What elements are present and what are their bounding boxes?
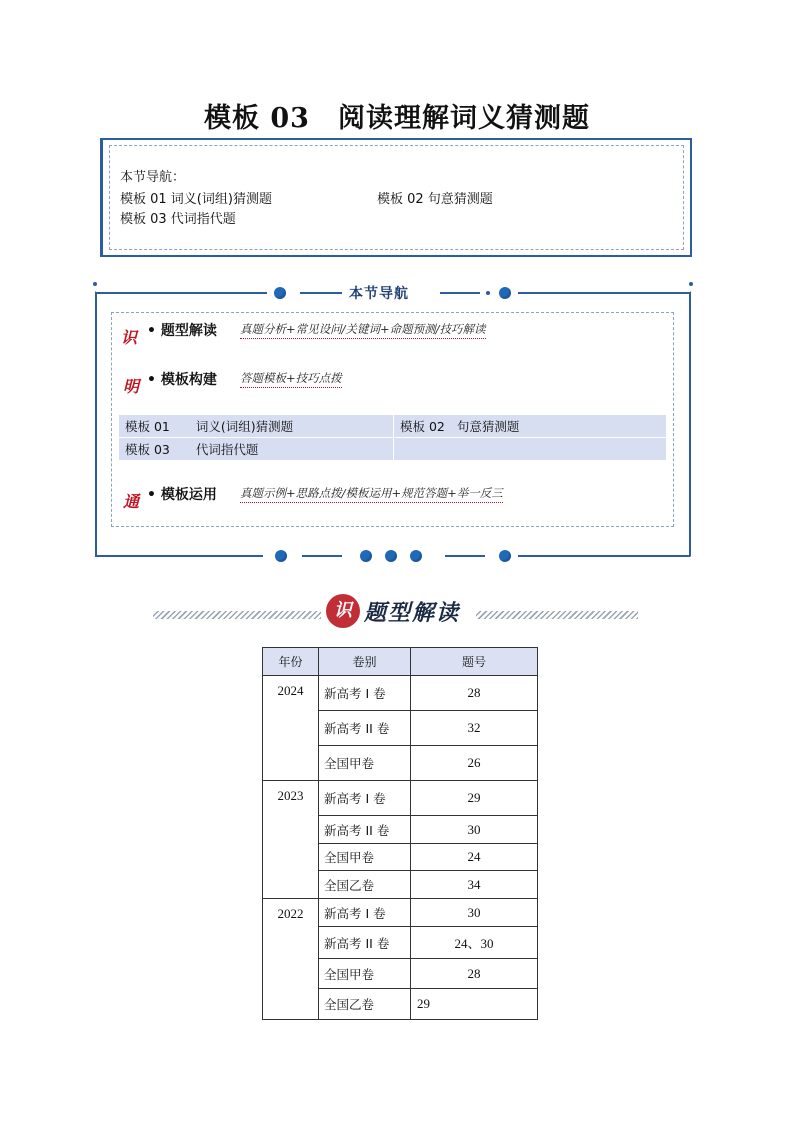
nav-item-template-03[interactable]: 模板 03 代词指代题: [120, 212, 236, 227]
header-paper: 卷别: [319, 648, 411, 676]
number-cell: 34: [411, 871, 538, 899]
top-border-line: [518, 292, 690, 294]
template-num: 模板 03: [125, 442, 170, 457]
template-cell[interactable]: [394, 415, 667, 438]
template-num: 模板 02: [400, 419, 445, 434]
paper-cell: 新高考 I 卷: [319, 676, 411, 711]
number-cell: 30: [411, 899, 538, 927]
decor-dot: [410, 550, 422, 562]
year-cell: 2022: [263, 899, 319, 1020]
bottom-border-line: [518, 555, 690, 557]
section-badge-icon: 识: [326, 594, 360, 628]
number-cell: 24、30: [411, 927, 538, 959]
number-cell: 32: [411, 711, 538, 746]
template-cell[interactable]: [119, 415, 394, 438]
bullet: •: [147, 487, 156, 503]
number-cell: 24: [411, 844, 538, 871]
nav-item-template-01[interactable]: 模板 01 词义(词组)猜测题: [120, 192, 272, 207]
number-cell: 29: [411, 989, 538, 1020]
paper-cell: 新高考 II 卷: [319, 927, 411, 959]
bullet: •: [147, 372, 156, 388]
template-cell-empty: [394, 438, 667, 461]
template-name: 词义(词组)猜测题: [195, 419, 294, 434]
paper-cell: 新高考 I 卷: [319, 899, 411, 927]
year-cell: 2024: [263, 676, 319, 781]
header-line: [440, 292, 480, 294]
decor-dot: [275, 550, 287, 562]
header-year: 年份: [263, 648, 319, 676]
template-cell[interactable]: [119, 438, 394, 461]
bottom-border-line: [302, 555, 342, 557]
nav-heading: 本节导航：: [120, 170, 186, 185]
row-title-text: 题型解读: [160, 323, 217, 339]
bullet: •: [147, 323, 156, 339]
page-title: 模板 03 阅读理解词义猜测题: [204, 103, 590, 134]
framework-header: 本节导航: [349, 286, 409, 302]
side-glyph-ming: 明: [123, 377, 140, 396]
row-title-text: 模板构建: [160, 372, 217, 388]
corner-dot: [93, 282, 97, 286]
paper-cell: 新高考 II 卷: [319, 711, 411, 746]
section-hatch-left: [153, 611, 321, 619]
paper-cell: 全国甲卷: [319, 959, 411, 989]
paper-cell: 全国甲卷: [319, 746, 411, 781]
section-title: 题型解读: [364, 600, 461, 626]
row-title-interpret[interactable]: [147, 320, 217, 340]
side-glyph-shi: 识: [121, 328, 138, 347]
header-number: 题号: [411, 648, 538, 676]
top-border-line: [95, 292, 267, 294]
template-name: 代词指代题: [195, 442, 259, 457]
corner-dot: [689, 282, 693, 286]
template-name: 句意猜测题: [456, 419, 520, 434]
decor-dot-small: [486, 291, 490, 295]
number-cell: 29: [411, 781, 538, 816]
decor-dot: [499, 287, 511, 299]
side-glyph-tong: 通: [123, 492, 140, 511]
row-title-build[interactable]: [147, 369, 217, 389]
exam-table: [262, 647, 538, 1020]
number-cell: 28: [411, 676, 538, 711]
bottom-border-line: [95, 555, 263, 557]
decor-dot: [360, 550, 372, 562]
decor-dot: [274, 287, 286, 299]
section-hatch-right: [476, 611, 638, 619]
bottom-border-line: [445, 555, 485, 557]
paper-cell: 全国乙卷: [319, 989, 411, 1020]
decor-dot: [385, 550, 397, 562]
row-desc-build: 答题模板+技巧点拨: [240, 370, 342, 388]
nav-item-template-02[interactable]: 模板 02 句意猜测题: [377, 192, 493, 207]
paper-cell: 新高考 II 卷: [319, 816, 411, 844]
number-cell: 26: [411, 746, 538, 781]
decor-dot: [499, 550, 511, 562]
row-desc-interpret: 真题分析+常见设问/关键词+命题预测/技巧解读: [240, 321, 486, 339]
row-title-apply[interactable]: [147, 484, 217, 504]
template-table: [118, 414, 667, 461]
year-cell: 2023: [263, 781, 319, 899]
row-desc-apply: 真题示例+思路点拨/模板运用+规范答题+举一反三: [240, 485, 503, 503]
number-cell: 28: [411, 959, 538, 989]
header-line: [300, 292, 342, 294]
paper-cell: 新高考 I 卷: [319, 781, 411, 816]
number-cell: 30: [411, 816, 538, 844]
paper-cell: 全国乙卷: [319, 871, 411, 899]
paper-cell: 全国甲卷: [319, 844, 411, 871]
template-num: 模板 01: [125, 419, 170, 434]
row-title-text: 模板运用: [160, 487, 217, 503]
